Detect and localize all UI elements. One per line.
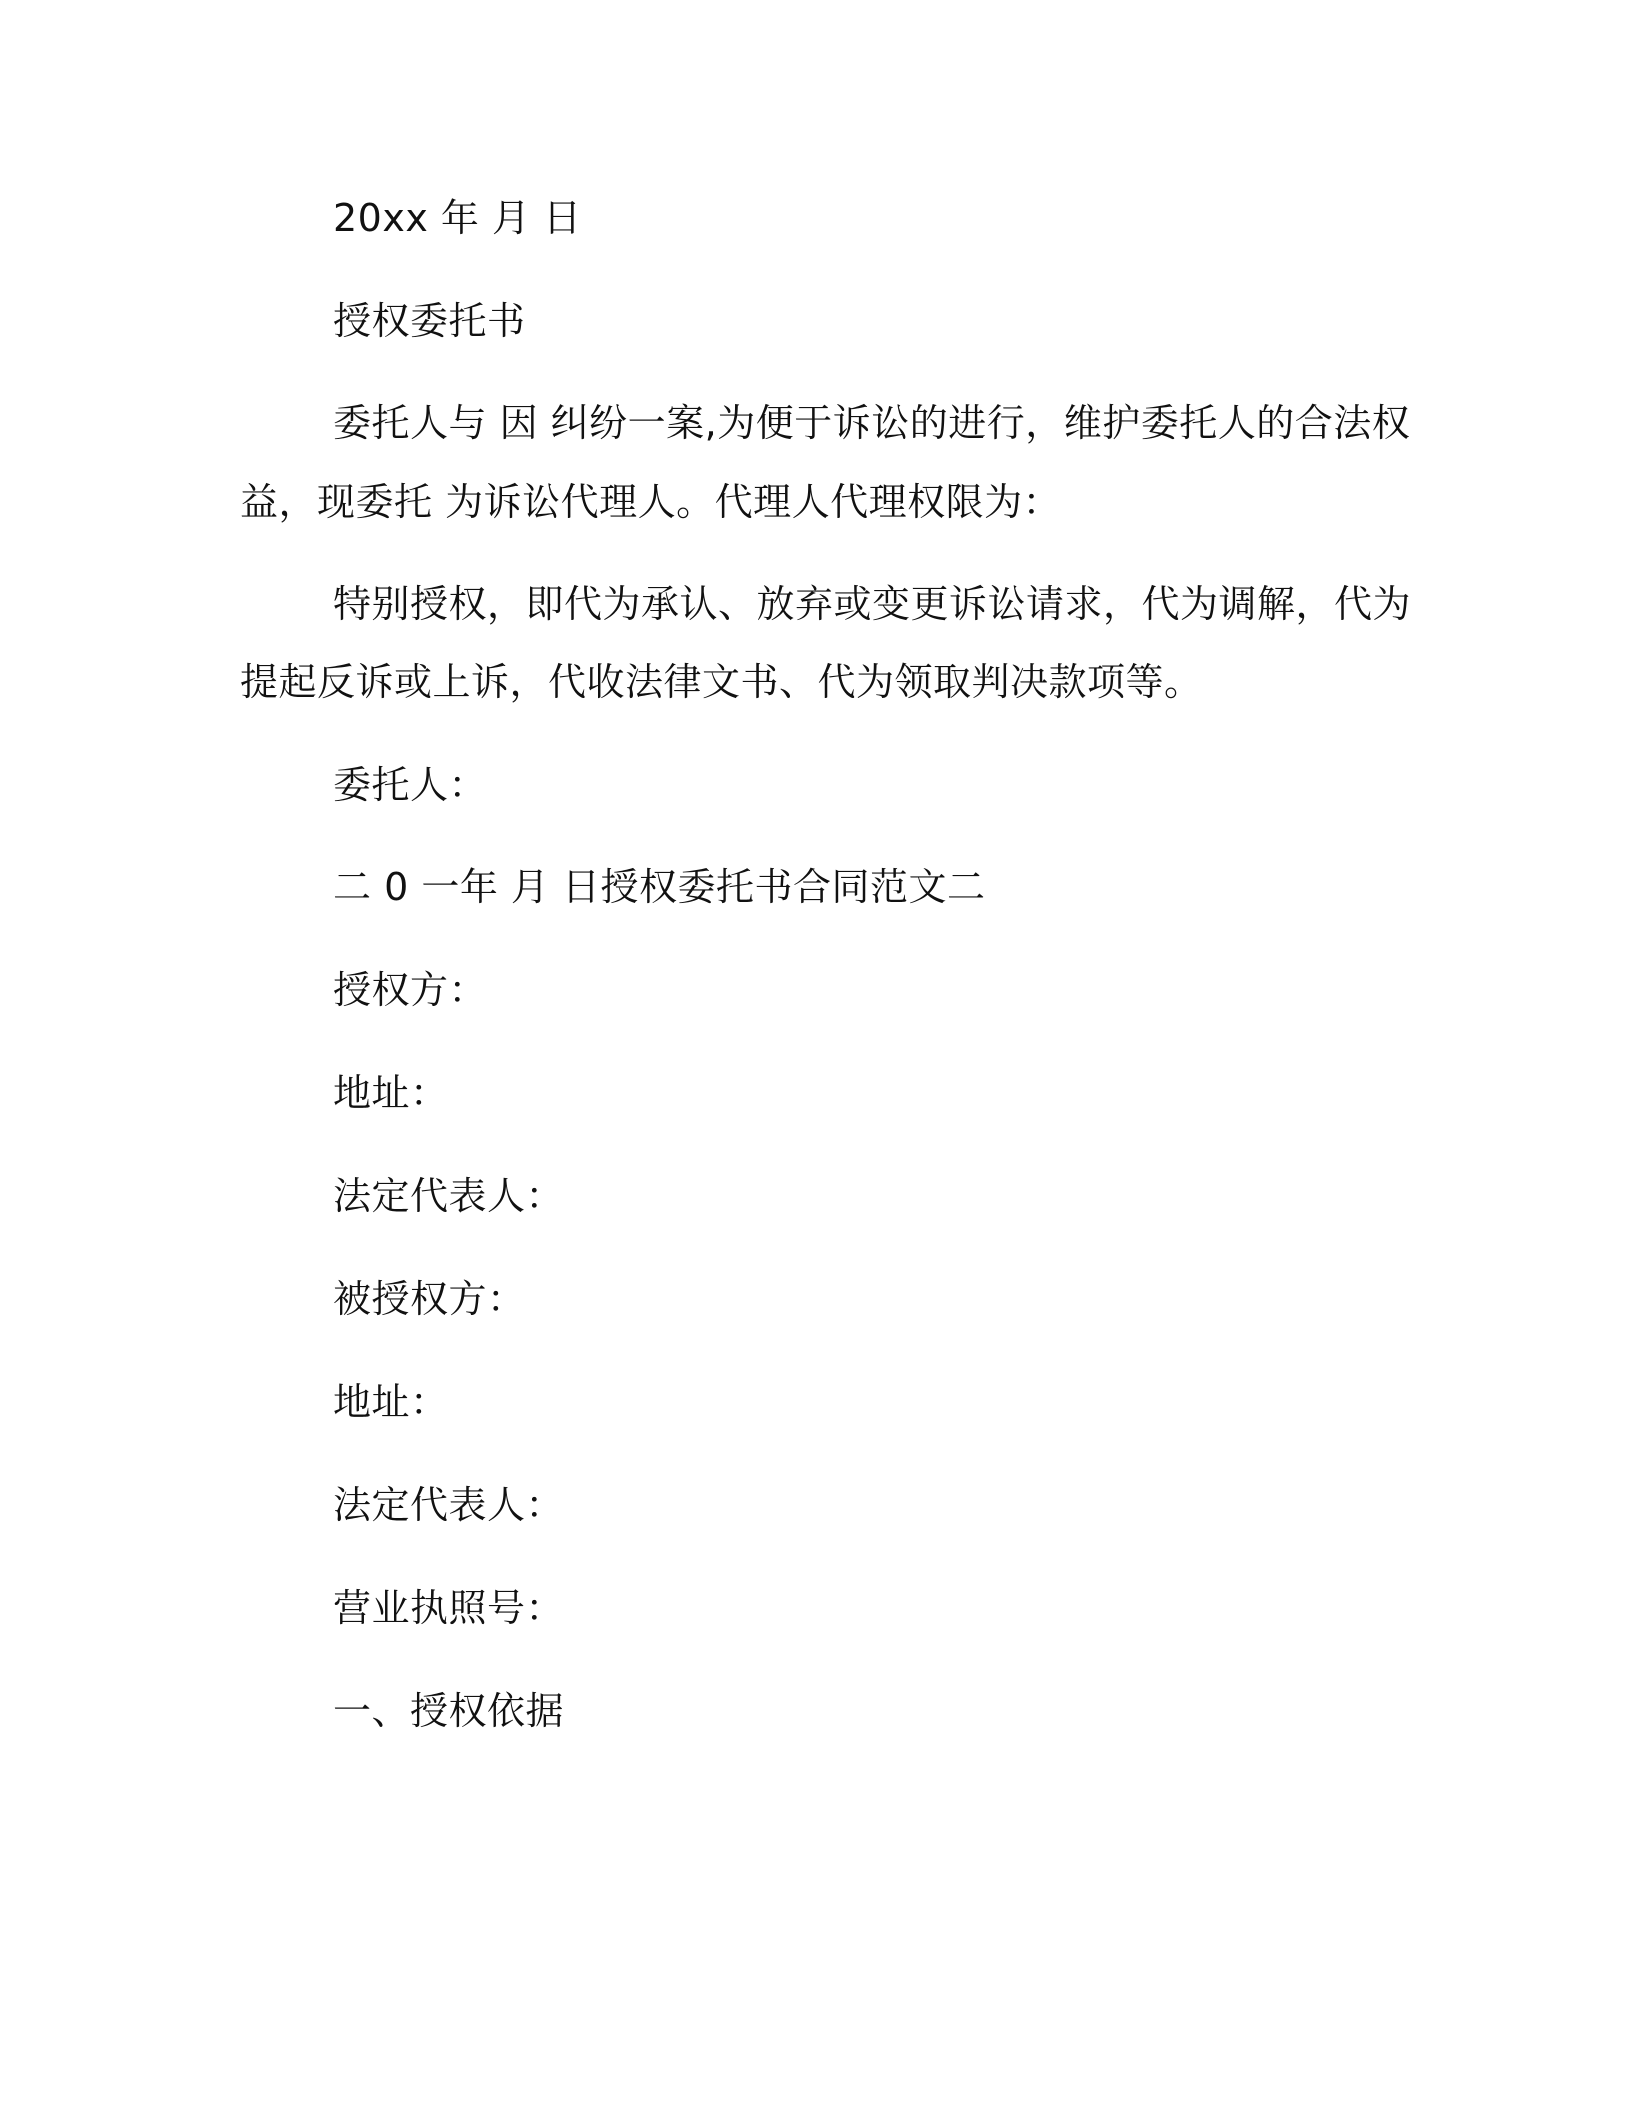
section-heading-1: 一、授权依据 bbox=[333, 1689, 565, 1733]
business-license-label: 营业执照号： bbox=[333, 1586, 565, 1630]
address-label-2: 地址： bbox=[333, 1380, 449, 1424]
grantee-label: 被授权方： bbox=[333, 1277, 526, 1321]
grantor-label: 授权方： bbox=[333, 968, 488, 1012]
paragraph-2-line-2: 提起反诉或上诉，代收法律文书、代为领取判决款项等。 bbox=[240, 660, 1203, 704]
paragraph-1-line-1: 委托人与 因 纠纷一案,为便于诉讼的进行，维护委托人的合法权 bbox=[333, 401, 1411, 445]
paragraph-1-line-2: 益，现委托 为诉讼代理人。代理人代理权限为： bbox=[240, 480, 1062, 524]
legal-representative-label-2: 法定代表人： bbox=[333, 1483, 565, 1527]
date-line: 20xx 年 月 日 bbox=[333, 196, 582, 240]
legal-representative-label-1: 法定代表人： bbox=[333, 1174, 565, 1218]
date-title-line: 二 0 一年 月 日授权委托书合同范文二 bbox=[333, 865, 986, 909]
principal-label: 委托人： bbox=[333, 763, 488, 807]
address-label-1: 地址： bbox=[333, 1071, 449, 1115]
document-title: 授权委托书 bbox=[333, 299, 526, 343]
paragraph-2-line-1: 特别授权，即代为承认、放弃或变更诉讼请求，代为调解，代为 bbox=[333, 582, 1412, 626]
